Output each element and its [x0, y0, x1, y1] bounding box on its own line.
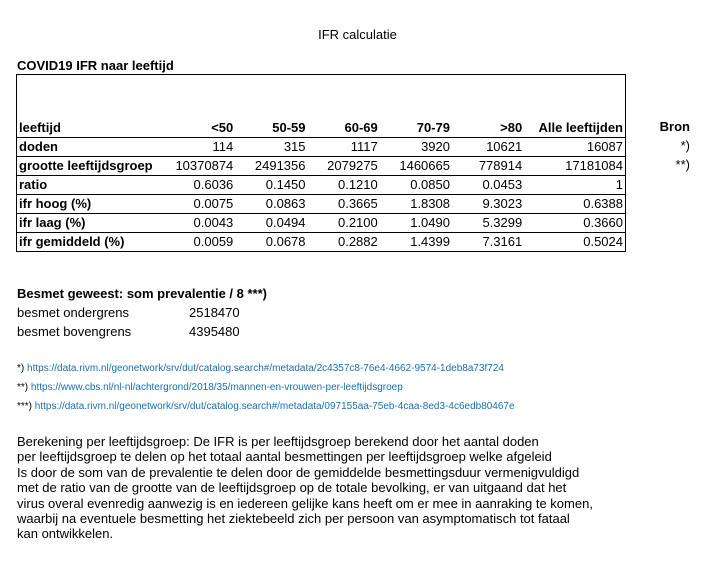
table-cell: 0.0043 [161, 214, 235, 233]
table-cell: 0.0863 [235, 195, 307, 214]
table-cell: 2079275 [308, 157, 380, 176]
row-label: ifr gemiddeld (%) [19, 234, 125, 249]
table-cell: 0.2100 [308, 214, 380, 233]
table-heading: COVID19 IFR naar leeftijd [17, 58, 174, 73]
page-title: IFR calculatie [318, 27, 397, 42]
table-row-doden [17, 138, 626, 157]
table-cell: 2491356 [235, 157, 307, 176]
besmet-title: Besmet geweest: som prevalentie / 8 ***) [17, 286, 267, 301]
table-cell: 315 [235, 138, 307, 157]
paragraph-line: waarbij na eventuele besmetting het ziektebeeld zich per persoon van asymptomatisch tot fataal [17, 511, 570, 527]
table-blank-row [17, 75, 626, 120]
besmet-boven-label: besmet bovengrens [17, 324, 132, 339]
table-cell: 0.3660 [524, 214, 625, 233]
table-row-grootte [17, 157, 626, 176]
header-cell-50-59: 50-59 [235, 119, 307, 138]
table-cell: 778914 [452, 157, 524, 176]
table-row-ifr-laag [17, 214, 626, 233]
reference-2 [17, 382, 403, 393]
reference-marker: **) [17, 382, 29, 393]
table-cell: 0.3665 [308, 195, 380, 214]
row-label: doden [17, 138, 161, 157]
table-cell: 0.0453 [452, 176, 524, 195]
row-label: ratio [17, 176, 161, 195]
table-cell: 0.6388 [524, 195, 625, 214]
table-cell: 0.0494 [235, 214, 307, 233]
table-header-row [17, 119, 626, 138]
table-cell: 1460665 [380, 157, 452, 176]
reference-1 [17, 363, 504, 374]
table-cell: 0.0075 [161, 195, 235, 214]
table-cell: 0.0059 [193, 234, 234, 249]
paragraph-line: met de ratio van de grootte van de leeftijdsgroep op de totale bevolking, er van uitgaand dat het [17, 480, 567, 496]
header-cell-leeftijd: leeftijd [17, 119, 161, 138]
table-cell: 7.3161 [482, 234, 523, 249]
header-cell-gt80: >80 [452, 119, 524, 138]
row-label: ifr laag (%) [17, 214, 161, 233]
table-cell: 16087 [524, 138, 625, 157]
table-cell: 1.4399 [410, 234, 450, 249]
table-cell: 0.1210 [308, 176, 380, 195]
header-cell-70-79: 70-79 [380, 119, 452, 138]
table-cell: 1117 [308, 138, 380, 157]
row-label: ifr hoog (%) [17, 195, 161, 214]
header-cell-60-69: 60-69 [308, 119, 380, 138]
reference-link[interactable]: https://data.rivm.nl/geonetwork/srv/dut/catalog.search#/metadata/097155aa-75eb-4caa-8ed3-4c6edb80467e [34, 401, 515, 412]
bron-doden: *) [680, 138, 690, 153]
table-cell: 0.0850 [380, 176, 452, 195]
table-cell: 5.3299 [452, 214, 524, 233]
bron-header: Bron [659, 119, 690, 134]
paragraph-line: per leeftijdsgroep te delen op het totaal aantal besmettingen per leeftijdsgroep welke afgeleid [17, 449, 552, 465]
besmet-onder-value: 2518470 [189, 305, 240, 320]
header-cell-lt50: <50 [161, 119, 235, 138]
table-row-ifr-hoog [17, 195, 626, 214]
table-row-ratio [17, 176, 626, 195]
besmet-onder-label: besmet ondergrens [17, 305, 130, 320]
table-cell: 0.2882 [337, 234, 378, 249]
explanation-paragraph [17, 434, 593, 542]
table-cell: 3920 [380, 138, 452, 157]
paragraph-line: kan ontwikkelen. [17, 526, 114, 542]
table-cell: 0.5024 [583, 234, 623, 249]
reference-3 [17, 401, 515, 412]
paragraph-line: Berekening per leeftijdsgroep: De IFR is per leeftijdsgroep berekend door het aantal doden [17, 434, 539, 449]
table-cell: 0.0678 [265, 234, 306, 249]
table-cell: 9.3023 [452, 195, 524, 214]
header-cell-alle: Alle leeftijden [524, 119, 625, 138]
reference-marker: *) [17, 363, 25, 374]
table-cell: 0.1450 [235, 176, 307, 195]
besmet-boven-value: 4395480 [189, 324, 240, 339]
reference-link[interactable]: https://data.rivm.nl/geonetwork/srv/dut/catalog.search#/metadata/2c4357c8-76e4-4662-9574-1deb8a73f724 [27, 363, 504, 374]
table-cell: 114 [161, 138, 235, 157]
table-cell: 1 [524, 176, 625, 195]
reference-marker: ***) [17, 401, 33, 412]
bron-grootte: **) [675, 157, 690, 172]
table-cell: 10370874 [161, 157, 235, 176]
reference-link[interactable]: https://www.cbs.nl/nl-nl/achtergrond/2018/35/mannen-en-vrouwen-per-leeftijdsgroep [30, 382, 403, 393]
table-cell: 1.0490 [380, 214, 452, 233]
paragraph-line: virus overal evenredig aanwezig is en iedereen gelijke kans heeft om er mee in aanraking te komen, [17, 495, 593, 511]
paragraph-line: Is door de som van de prevalentie te delen door de gemiddelde besmettingsduur vermenigvuldigd [17, 464, 580, 480]
row-label: grootte leeftijdsgroep [17, 157, 161, 176]
ifr-table [16, 74, 626, 252]
table-row-ifr-gemiddeld [17, 233, 626, 252]
table-cell: 10621 [452, 138, 524, 157]
table-cell: 17181084 [524, 157, 625, 176]
table-cell: 1.8308 [380, 195, 452, 214]
table-cell: 0.6036 [161, 176, 235, 195]
